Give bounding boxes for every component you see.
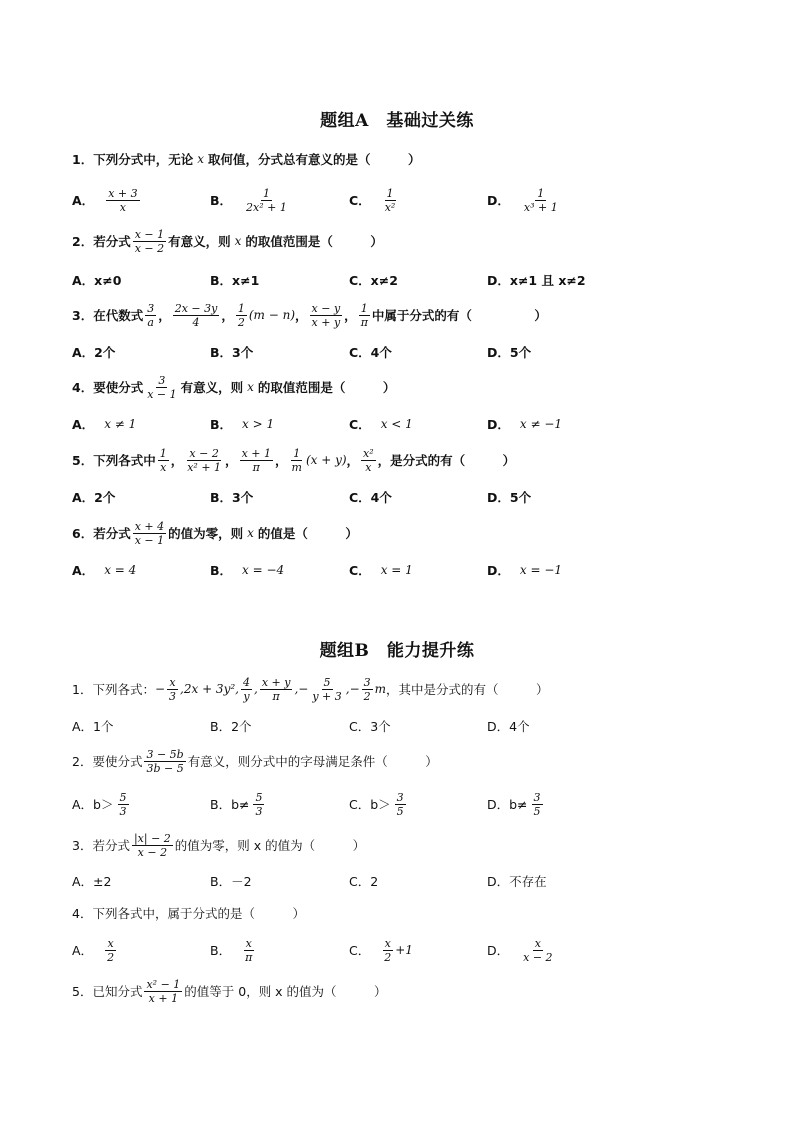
option-c[interactable]: C．2 bbox=[349, 874, 379, 889]
options-b1 bbox=[72, 708, 672, 744]
option-d[interactable]: D． $\frac{1}{\text{x³ + 1}}$ bbox=[487, 186, 558, 214]
option-a[interactable]: A．b＞ $\frac{5}{3}$ bbox=[72, 790, 127, 818]
options-a1 bbox=[72, 182, 672, 218]
question-b2: 2．要使分式 $\frac{3 - 5b}{3b - 5}$ 有意义，则分式中的字母满足条件（ ） bbox=[72, 747, 438, 775]
option-b[interactable]: B．x≠1 bbox=[210, 273, 260, 288]
question-b4: 4．下列各式中，属于分式的是（ ） bbox=[72, 906, 305, 921]
option-b[interactable]: B．3个 bbox=[210, 345, 254, 360]
option-d[interactable]: D． x ≠ −1 bbox=[487, 417, 563, 432]
question-a5: 5．下列各式中 $\frac{1}{x}$ ， $\frac{x - 2}{\text{x² + 1}}$ ， $\frac{x + 1}{\pi}$ ， $\frac{1}{m}$ (x + y) ， $\frac{\text{x²}}{x}$ ，是分式的有（ ） bbox=[72, 446, 516, 474]
options-a2 bbox=[72, 262, 672, 298]
option-c[interactable]: C．b＞ $\frac{3}{5}$ bbox=[349, 790, 404, 818]
option-a[interactable]: A． $\frac{x}{2}$ bbox=[72, 936, 115, 964]
option-c[interactable]: C．3个 bbox=[349, 719, 391, 734]
options-a3 bbox=[72, 334, 672, 370]
options-a6 bbox=[72, 552, 672, 588]
option-a[interactable]: A．x≠0 bbox=[72, 273, 122, 288]
option-d[interactable]: D． x = −1 bbox=[487, 563, 563, 578]
option-c[interactable]: C． $\frac{x}{2}$ +1 bbox=[349, 936, 413, 964]
option-c[interactable]: C． x < 1 bbox=[349, 417, 413, 432]
option-a[interactable]: A． x ≠ 1 bbox=[72, 417, 137, 432]
option-b[interactable]: B．－2 bbox=[210, 874, 252, 889]
option-b[interactable]: B． $\frac{1}{\text{2x² + 1}}$ bbox=[210, 186, 287, 214]
option-a[interactable]: A． x = 4 bbox=[72, 563, 137, 578]
option-d[interactable]: D．4个 bbox=[487, 719, 530, 734]
option-d[interactable]: D．x≠1 且 x≠2 bbox=[487, 273, 586, 288]
question-a4: 4．要使分式 $\frac{3}{x - 1}$ 有意义，则 x 的取值范围是（ ） bbox=[72, 373, 396, 401]
options-a4 bbox=[72, 406, 672, 442]
section-a-title: 题组A 基础过关练 bbox=[320, 111, 474, 131]
option-b[interactable]: B．2个 bbox=[210, 719, 252, 734]
question-b3: 3．若分式 $\frac{|x| - 2}{x - 2}$ 的值为零，则 x 的值为（ ） bbox=[72, 831, 366, 859]
option-b[interactable]: B．b≠ $\frac{5}{3}$ bbox=[210, 790, 263, 818]
question-a2: 2．若分式 $\frac{x - 1}{x - 2}$ 有意义，则 x 的取值范围是（ ） bbox=[72, 227, 383, 255]
option-a[interactable]: A．2个 bbox=[72, 345, 116, 360]
option-d[interactable]: D．不存在 bbox=[487, 874, 547, 889]
question-a6: 6．若分式 $\frac{x + 4}{x - 1}$ 的值为零，则 x 的值是（ ） bbox=[72, 519, 358, 547]
section-b-title: 题组B 能力提升练 bbox=[319, 641, 475, 661]
question-a1: 1．下列分式中，无论 x 取何值，分式总有意义的是（ ） bbox=[72, 152, 421, 167]
options-b4 bbox=[72, 932, 672, 968]
option-c[interactable]: C． x = 1 bbox=[349, 563, 413, 578]
option-d[interactable]: D． $\frac{x}{x - 2}$ bbox=[487, 936, 553, 964]
option-d[interactable]: D．5个 bbox=[487, 490, 532, 505]
option-b[interactable]: B． $\frac{x}{\pi}$ bbox=[210, 936, 253, 964]
question-b1: 1．下列各式： − $\frac{x}{3}$ ,2x + 3y², $\frac{4}{y}$ , $\frac{x + y}{\pi}$ ,− $\frac{5}{y + 3}$ ,− $\frac{3}{2}$ m ，其中是分式的有（ ） bbox=[72, 675, 549, 703]
option-c[interactable]: C． $\frac{1}{\text{x²}}$ bbox=[349, 186, 396, 214]
options-a5 bbox=[72, 479, 672, 515]
question-b5: 5．已知分式 $\frac{\text{x² − 1}}{x + 1}$ 的值等于 0，则 x 的值为（ ） bbox=[72, 977, 387, 1005]
option-a[interactable]: A．1个 bbox=[72, 719, 114, 734]
option-d[interactable]: D．5个 bbox=[487, 345, 532, 360]
option-c[interactable]: C．4个 bbox=[349, 345, 392, 360]
question-a3: 3．在代数式 $\frac{3}{a}$ ， $\frac{2x - 3y}{4}$ ， $\frac{1}{2}$ (m − n) ， $\frac{x - y}{x + y}$ ， $\frac{1}{\pi}$ 中属于分式的有（ ） bbox=[72, 301, 547, 329]
option-a[interactable]: A． $\frac{x + 3}{x}$ bbox=[72, 186, 138, 214]
option-b[interactable]: B． x = −4 bbox=[210, 563, 285, 578]
option-b[interactable]: B． x > 1 bbox=[210, 417, 275, 432]
options-b3 bbox=[72, 863, 672, 899]
option-c[interactable]: C．x≠2 bbox=[349, 273, 398, 288]
option-a[interactable]: A．±2 bbox=[72, 874, 112, 889]
options-b2 bbox=[72, 786, 672, 822]
option-b[interactable]: B．3个 bbox=[210, 490, 254, 505]
option-c[interactable]: C．4个 bbox=[349, 490, 392, 505]
option-d[interactable]: D．b≠ $\frac{3}{5}$ bbox=[487, 790, 541, 818]
option-a[interactable]: A．2个 bbox=[72, 490, 116, 505]
